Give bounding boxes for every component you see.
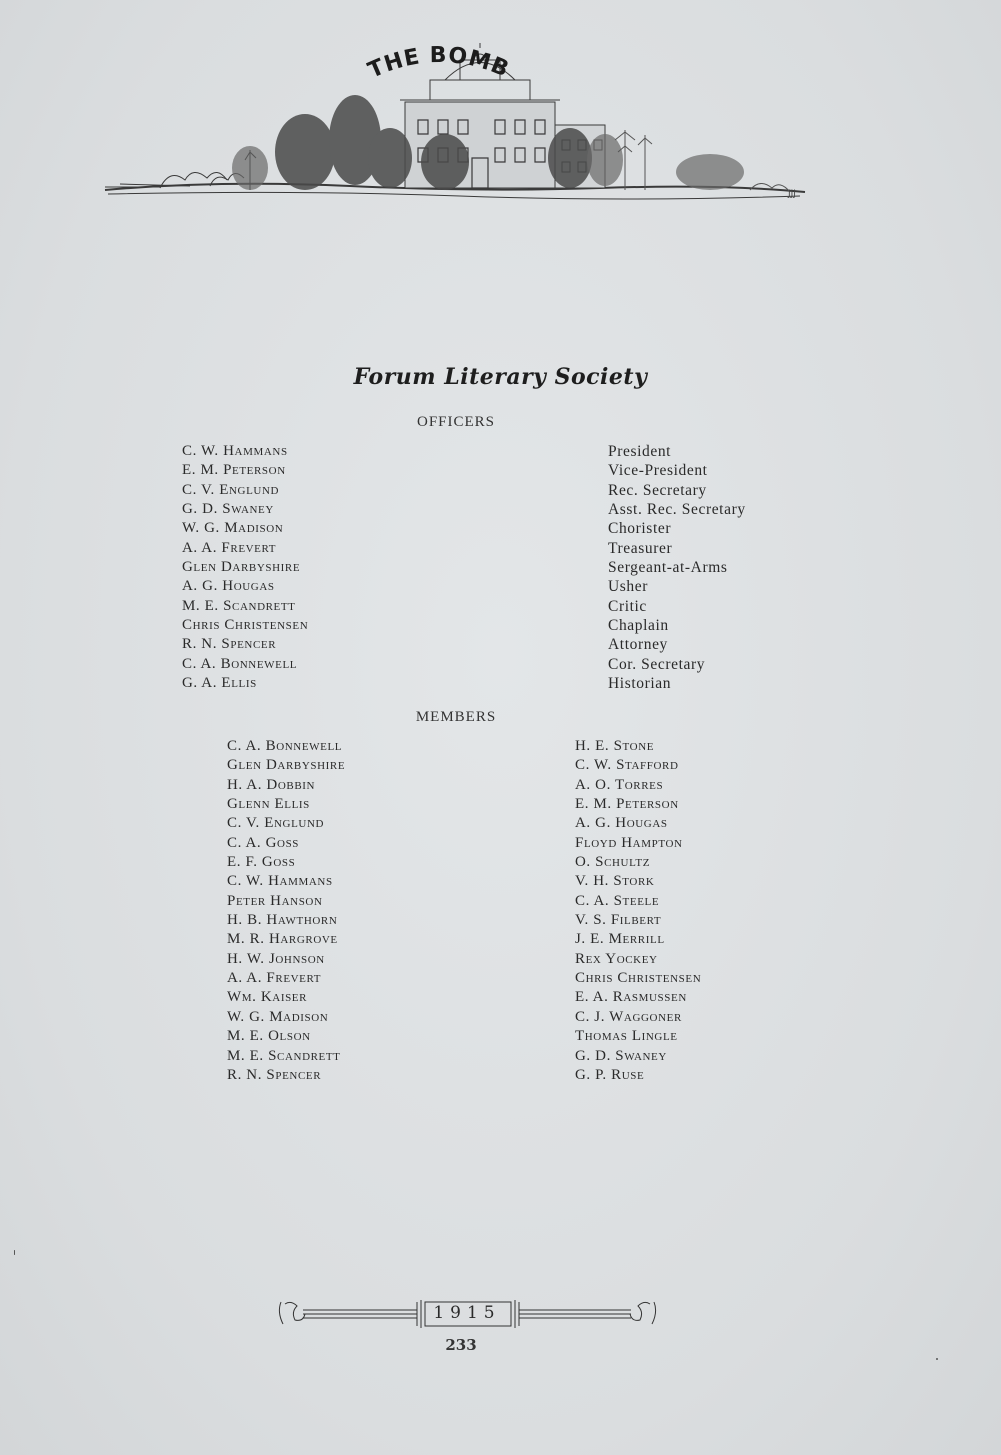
officer-name: M. E. Scandrett bbox=[182, 597, 296, 614]
member-name: Chris Christensen bbox=[575, 970, 702, 987]
officer-title: Usher bbox=[608, 578, 649, 596]
members-heading: MEMBERS bbox=[415, 709, 497, 725]
officer-title: Vice-President bbox=[608, 462, 708, 480]
member-name: H. B. Hawthorn bbox=[227, 912, 338, 929]
society-title: Forum Literary Society bbox=[353, 364, 648, 390]
officer-name: G. A. Ellis bbox=[182, 675, 257, 692]
member-name: E. A. Rasmussen bbox=[575, 989, 687, 1006]
officer-title: Attorney bbox=[608, 636, 668, 654]
members-left-list bbox=[227, 737, 345, 1085]
officer-name: E. M. Peterson bbox=[182, 462, 286, 479]
officer-title: Asst. Rec. Secretary bbox=[608, 501, 746, 519]
officer-name: A. G. Hougas bbox=[182, 578, 275, 595]
member-name: W. G. Madison bbox=[227, 1008, 329, 1025]
book-title bbox=[355, 42, 525, 88]
officer-name: W. G. Madison bbox=[182, 520, 284, 537]
officer-name: Glen Darbyshire bbox=[182, 559, 301, 576]
officer-name: R. N. Spencer bbox=[182, 636, 277, 653]
member-name: Floyd Hampton bbox=[575, 834, 683, 851]
member-name: C. W. Stafford bbox=[575, 757, 679, 774]
member-name: M. E. Olson bbox=[227, 1028, 311, 1045]
member-name: H. E. Stone bbox=[575, 738, 655, 754]
member-name: A. G. Hougas bbox=[575, 815, 668, 832]
svg-text:ЈЈЈ: ЈЈЈ bbox=[788, 189, 796, 199]
member-name: Glenn Ellis bbox=[227, 796, 310, 813]
officer-title: Rec. Secretary bbox=[608, 481, 707, 499]
officer-title: Chorister bbox=[608, 520, 672, 538]
print-speck bbox=[14, 1250, 15, 1255]
officer-title: Critic bbox=[608, 597, 647, 615]
member-name: J. E. Merrill bbox=[575, 931, 665, 948]
member-name: C. W. Hammans bbox=[227, 873, 333, 890]
officers-heading: OFFICERS bbox=[416, 414, 496, 430]
officer-title: Cor. Secretary bbox=[608, 655, 706, 673]
page-number: 233 bbox=[445, 1336, 477, 1354]
member-name: A. A. Frevert bbox=[227, 970, 322, 987]
officer-title: Treasurer bbox=[608, 539, 673, 557]
member-name: Glen Darbyshire bbox=[227, 757, 346, 774]
officer-name: C. A. Bonnewell bbox=[182, 655, 298, 672]
member-name: E. M. Peterson bbox=[575, 796, 679, 813]
member-name: Peter Hanson bbox=[227, 892, 323, 909]
member-name: H. A. Dobbin bbox=[227, 776, 316, 793]
member-name: Wm. Kaiser bbox=[227, 989, 308, 1006]
footer-year: 1915 bbox=[433, 1303, 501, 1323]
member-name: M. E. Scandrett bbox=[227, 1047, 341, 1064]
officer-title: Historian bbox=[608, 675, 672, 693]
member-name: M. R. Hargrove bbox=[227, 931, 338, 948]
member-name: C. V. Englund bbox=[227, 815, 325, 832]
officer-name: A. A. Frevert bbox=[182, 539, 277, 556]
officer-name: C. W. Hammans bbox=[182, 443, 288, 459]
member-name: H. W. Johnson bbox=[227, 950, 325, 967]
svg-text:THE BOMB: THE BOMB bbox=[364, 42, 513, 84]
officer-name: G. D. Swaney bbox=[182, 501, 274, 518]
officer-name: C. V. Englund bbox=[182, 481, 280, 498]
member-name: E. F. Goss bbox=[227, 854, 296, 871]
member-name: C. A. Steele bbox=[575, 892, 660, 909]
officer-title: Sergeant-at-Arms bbox=[608, 559, 728, 577]
print-speck bbox=[936, 1358, 938, 1360]
member-name: O. Schultz bbox=[575, 854, 651, 871]
member-name: A. O. Torres bbox=[575, 776, 664, 793]
member-name: Rex Yockey bbox=[575, 950, 658, 967]
members-right-list bbox=[575, 737, 701, 1085]
member-name: C. J. Waggoner bbox=[575, 1008, 682, 1025]
member-name: G. D. Swaney bbox=[575, 1047, 667, 1064]
member-name: R. N. Spencer bbox=[227, 1066, 322, 1083]
member-name: G. P. Ruse bbox=[575, 1066, 645, 1083]
member-name: C. A. Goss bbox=[227, 834, 300, 851]
officer-name: Chris Christensen bbox=[182, 617, 309, 634]
member-name: C. A. Bonnewell bbox=[227, 738, 343, 754]
member-name: V. S. Filbert bbox=[575, 912, 662, 929]
member-name: V. H. Stork bbox=[575, 873, 655, 890]
officer-title: President bbox=[608, 443, 672, 460]
officer-titles-list bbox=[608, 442, 746, 693]
officer-names-list bbox=[182, 442, 308, 693]
member-name: Thomas Lingle bbox=[575, 1028, 678, 1045]
officer-title: Chaplain bbox=[608, 617, 669, 635]
